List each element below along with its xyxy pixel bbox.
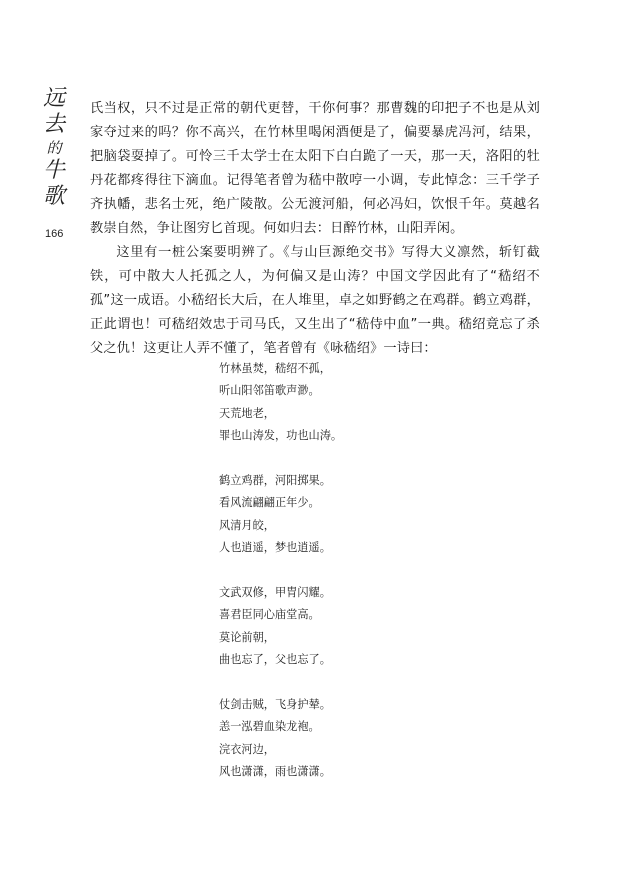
poem-line: 竹林虽焚，嵇绍不孤， [219, 362, 331, 375]
running-title-char: 远 [42, 86, 65, 111]
running-title-char: 去 [42, 112, 65, 137]
poem-line: 莫论前朝， [219, 630, 275, 644]
paragraph: 氏当权，只不过是正常的朝代更替，干你何事？那曹魏的印把子不也是从刘家夺过来的吗？你不高兴，在竹林里喝闲酒便是了，偏要暴虎冯河，结果，把脑袋耍掉了。可怜三千太学士在太阳下白白跪了一天，那一天，洛阳的牡丹花都疼得往下滴血。记得笔者曾为嵇中散哼一小调，专此悼念：三千学子齐执幡，悲名士死，绝广陵散。公无渡河船，何必冯妇，饮恨千年。莫越名教崇自然，争让图穷匕首现。何如归去：日醉竹林，山阳弄闲。 [90, 101, 540, 236]
poem-line: 鹤立鸡群，河阳掷果。 [219, 474, 331, 488]
poem-stanza [219, 358, 342, 448]
poem-line: 恙一泓碧血染龙袍。 [219, 720, 320, 734]
poem-line: 浣衣河边， [219, 742, 275, 756]
poem-line: 风也潇潇，雨也潇潇。 [219, 765, 331, 779]
poem-line: 罪也山涛发，功也山涛。 [219, 429, 343, 443]
poem-line: 仗剑击贼，飞身护辇。 [219, 698, 331, 712]
poem-stanza [219, 694, 342, 784]
poem-line: 人也逍遥，梦也逍遥。 [219, 541, 331, 555]
paragraph: 这里有一桩公案要明辨了。《与山巨源绝交书》写得大义凛然，斩钉截铁，可中散大人托孤之人，为何偏又是山涛？中国文学因此有了“嵇绍不孤”这一成语。小嵇绍长大后，在人堆里，卓之如野鹤之在鸡群。鹤立鸡群，正此谓也！可嵇绍效忠于司马氏，又生出了“嵇侍中血”一典。嵇绍竟忘了杀父之仇！这更让人弄不懂了，笔者曾有《咏嵇绍》一诗曰： [90, 245, 540, 356]
poem-line: 看风流翩翩正年少。 [219, 496, 320, 510]
poem-stanza [219, 582, 342, 672]
poem-line: 天荒地老， [219, 406, 275, 420]
poem-line: 风清月皎， [219, 518, 275, 532]
poem-line: 曲也忘了，父也忘了。 [219, 653, 331, 667]
running-title-char: 的 [46, 139, 62, 157]
page-number: 166 [45, 228, 64, 240]
body-text [90, 97, 540, 361]
poem-line: 文武双修，甲胄闪耀。 [219, 586, 331, 600]
running-title [34, 86, 74, 210]
poem-line: 喜君臣同心庙堂高。 [219, 608, 320, 622]
poem-stanza [219, 470, 342, 560]
poem-line: 听山阳邻笛歌声渺。 [219, 384, 320, 398]
running-title-char: 歌 [42, 184, 65, 209]
poem [219, 358, 342, 784]
running-title-char: 牛 [42, 158, 65, 183]
